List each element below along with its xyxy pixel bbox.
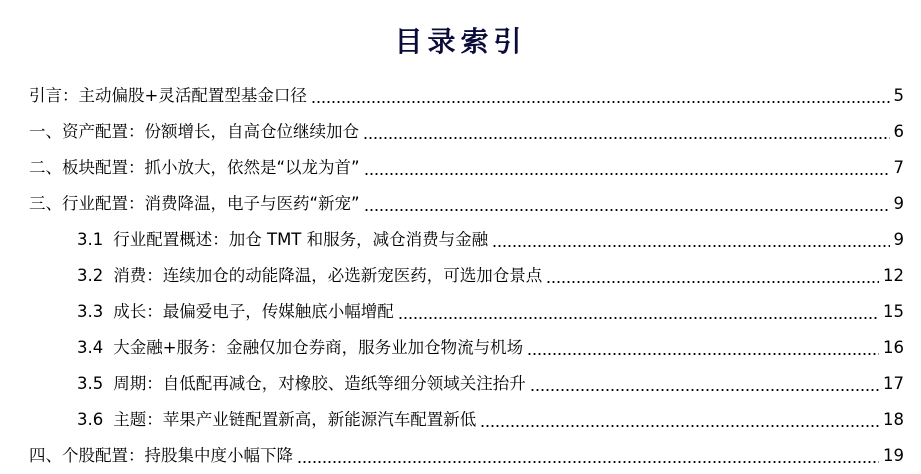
toc-entry-number: 3.2 (77, 266, 104, 285)
toc-page-number: 19 (883, 446, 904, 465)
toc-page-number: 16 (883, 338, 904, 357)
toc-page-number: 6 (893, 122, 904, 141)
page-title: 目录索引 (394, 25, 527, 58)
dot-leader (480, 410, 879, 430)
toc-entry-section-2[interactable] (0, 150, 921, 186)
toc-entry-text: 二、板块配置：抓小放大，依然是“以龙为首” (29, 158, 360, 177)
toc-entry-text: 成长：最偏爱电子，传媒触底小幅增配 (113, 302, 394, 321)
toc-entry-intro[interactable] (0, 78, 921, 114)
toc-entry-section-3-5[interactable] (0, 366, 921, 402)
dot-leader (311, 86, 890, 106)
toc-entry-number: 3.1 (77, 230, 104, 249)
toc-page-number: 5 (893, 86, 904, 105)
toc-entry-number: 3.3 (77, 302, 104, 321)
toc-entry-number: 3.6 (77, 410, 104, 429)
toc-entry-text: 三、行业配置：消费降温，电子与医药“新宠” (29, 194, 360, 213)
toc-page-number: 9 (893, 230, 904, 249)
toc-page-number: 9 (893, 194, 904, 213)
toc-entry-section-3[interactable] (0, 186, 921, 222)
toc-entry-text: 周期：自低配再减仓，对橡胶、造纸等细分领域关注抬升 (113, 374, 526, 393)
toc-entry-text: 引言：主动偏股+灵活配置型基金口径 (29, 86, 307, 105)
toc-entry-section-3-4[interactable] (0, 330, 921, 366)
dot-leader (530, 374, 879, 394)
dot-leader (398, 302, 879, 322)
dot-leader (364, 194, 890, 214)
toc-page-number: 15 (883, 302, 904, 321)
toc-entry-section-3-2[interactable] (0, 258, 921, 294)
dot-leader (297, 446, 879, 466)
dot-leader (492, 230, 889, 250)
toc-entry-text: 消费：连续加仓的动能降温，必选新宠医药，可选加仓景点 (113, 266, 543, 285)
dot-leader (546, 266, 879, 286)
toc-entry-section-1[interactable] (0, 114, 921, 150)
toc-page-number: 12 (883, 266, 904, 285)
toc-entry-section-3-1[interactable] (0, 222, 921, 258)
toc-entry-text: 行业配置概述：加仓 TMT 和服务，减仓消费与金融 (113, 230, 489, 249)
toc-entry-section-3-3[interactable] (0, 294, 921, 330)
toc-entry-number: 3.5 (77, 374, 104, 393)
dot-leader (363, 122, 890, 142)
toc-entry-section-4[interactable] (0, 438, 921, 474)
toc-page-number: 7 (893, 158, 904, 177)
toc-entry-text: 一、资产配置：份额增长，自高仓位继续加仓 (29, 122, 359, 141)
toc-entry-text: 大金融+服务：金融仅加仓券商，服务业加仓物流与机场 (113, 338, 524, 357)
toc-entry-number: 3.4 (77, 338, 104, 357)
toc-page-number: 18 (883, 410, 904, 429)
dot-leader (527, 338, 879, 358)
toc-page-number: 17 (883, 374, 904, 393)
toc-entry-text: 四、个股配置：持股集中度小幅下降 (29, 446, 293, 465)
dot-leader (364, 158, 890, 178)
toc-entry-section-3-6[interactable] (0, 402, 921, 438)
toc-entry-text: 主题：苹果产业链配置新高，新能源汽车配置新低 (113, 410, 477, 429)
table-of-contents (0, 78, 921, 474)
